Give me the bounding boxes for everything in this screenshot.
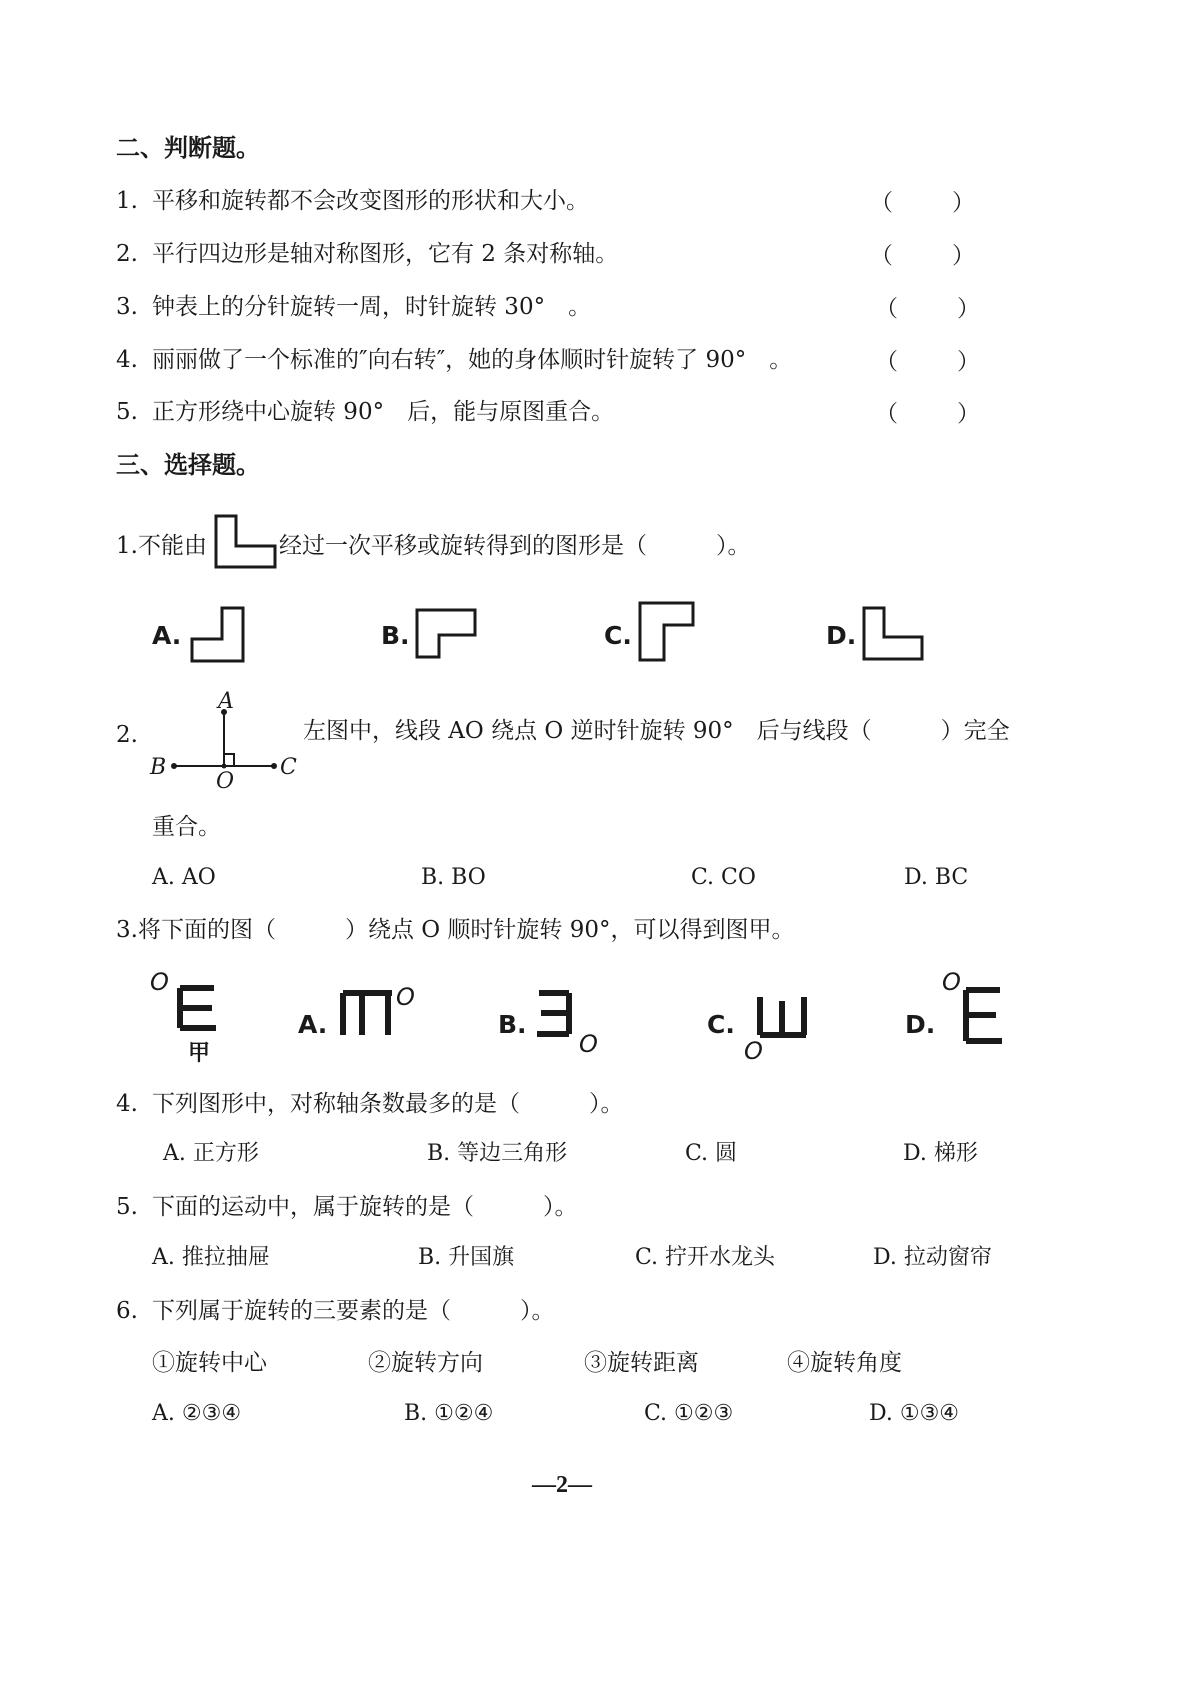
answer-paren-close: ） [952,243,975,269]
option-b[interactable]: B. 等边三角形 [427,1141,568,1166]
section2-title: 二、判断题。 [116,133,260,162]
question-number: 6. [116,1298,138,1324]
option-d[interactable]: D. 梯形 [903,1141,978,1166]
point-o-label: O [216,769,235,794]
point-o-label: O [579,1030,598,1058]
answer-paren-open[interactable]: （ [875,349,898,375]
question-text: 左图中，线段 AO 绕点 O 逆时针旋转 90° 后与线段（ ）完全 [303,718,1010,744]
option-b[interactable]: B. ①②④ [404,1401,494,1426]
option-c-figure-icon [740,995,820,1065]
option-b-label[interactable]: B. [498,1010,527,1039]
item-number: 5. [116,399,138,425]
item-text: 钟表上的分针旋转一周，时针旋转 30° 。 [152,294,592,320]
option-a-shape-icon [190,606,246,664]
point-o-label: O [942,968,961,996]
item-number: 1. [116,188,138,214]
answer-paren-close: ） [952,190,975,216]
answer-paren-open[interactable]: （ [875,401,898,427]
item-number: 2. [116,241,138,267]
element-2: ②旋转方向 [368,1350,483,1376]
element-1: ①旋转中心 [152,1350,267,1376]
option-c-label[interactable]: C. [604,621,632,650]
option-c[interactable]: C. CO [691,865,756,890]
option-b-label[interactable]: B. [381,621,410,650]
option-d-label[interactable]: D. [905,1010,936,1039]
answer-paren-open[interactable]: （ [870,190,893,216]
line-segment-figure [150,690,305,795]
point-c-label: C [280,755,297,780]
item-text: 平行四边形是轴对称图形，它有 2 条对称轴。 [152,241,619,267]
question-number: 5. [116,1194,138,1220]
question-suffix: 经过一次平移或旋转得到的图形是（ ）。 [279,533,751,559]
option-c[interactable]: C. 圆 [685,1141,738,1166]
answer-paren-close: ） [957,349,980,375]
section3-title: 三、选择题。 [116,450,260,479]
item-text: 丽丽做了一个标准的″向右转″，她的身体顺时针旋转了 90° 。 [152,347,793,373]
point-o-label: O [744,1037,763,1065]
point-o-label: O [150,968,169,996]
option-a[interactable]: A. 推拉抽屉 [152,1245,270,1270]
option-d-figure-icon [942,968,1012,1048]
option-d[interactable]: D. ①③④ [869,1401,960,1426]
option-b[interactable]: B. 升国旗 [418,1245,515,1270]
option-b[interactable]: B. BO [421,865,486,890]
option-c-shape-icon [638,601,696,663]
point-a-label: A [218,689,234,714]
answer-paren-open[interactable]: （ [875,296,898,322]
point-b-label: B [150,755,167,780]
question-text-continued: 重合。 [152,814,221,840]
l-shape-icon [214,514,278,570]
item-text: 正方形绕中心旋转 90° 后，能与原图重合。 [152,399,615,425]
question-text: 下面的运动中，属于旋转的是（ ）。 [152,1194,578,1220]
option-d-label[interactable]: D. [826,621,857,650]
element-4: ④旋转角度 [787,1350,902,1376]
option-c[interactable]: C. ①②③ [644,1401,734,1426]
option-d-shape-icon [862,606,926,662]
option-d[interactable]: D. BC [904,865,969,890]
question-number: 4. [116,1091,138,1117]
element-3: ③旋转距离 [584,1350,699,1376]
option-a[interactable]: A. AO [152,865,216,890]
option-a[interactable]: A. ②③④ [152,1401,242,1426]
jia-label: 甲 [188,1041,211,1066]
question-text: 下列图形中，对称轴条数最多的是（ ）。 [152,1091,624,1117]
figure-jia-icon [150,968,230,1068]
question-prefix: 1.不能由 [116,533,207,559]
question-number: 2. [116,722,138,748]
option-d[interactable]: D. 拉动窗帘 [873,1245,992,1270]
question-text: 3.将下面的图（ ）绕点 O 顺时针旋转 90°，可以得到图甲。 [116,917,795,943]
item-number: 3. [116,294,138,320]
option-c-label[interactable]: C. [707,1010,735,1039]
item-number: 4. [116,347,138,373]
question-text: 下列属于旋转的三要素的是（ ）。 [152,1298,555,1324]
page-number: —2— [532,1472,592,1498]
answer-paren-close: ） [957,401,980,427]
option-a-label[interactable]: A. [152,621,182,650]
option-a[interactable]: A. 正方形 [163,1141,259,1166]
answer-paren-open[interactable]: （ [870,243,893,269]
option-b-shape-icon [415,608,479,660]
option-a-label[interactable]: A. [298,1010,328,1039]
option-b-figure-icon [535,988,615,1060]
item-text: 平移和旋转都不会改变图形的形状和大小。 [152,188,589,214]
answer-paren-close: ） [957,296,980,322]
point-o-label: O [396,983,415,1011]
option-a-figure-icon [340,985,430,1045]
option-c[interactable]: C. 拧开水龙头 [635,1245,776,1270]
